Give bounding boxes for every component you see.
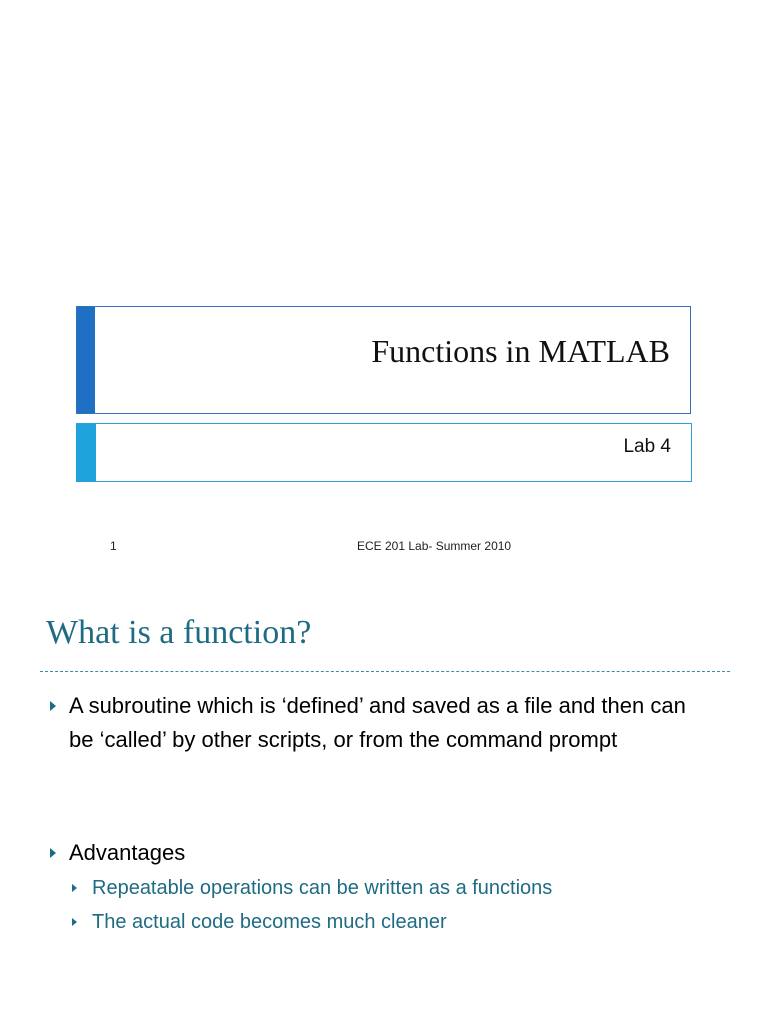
bullet-arrow-icon	[50, 701, 56, 711]
slide-footer: ECE 201 Lab- Summer 2010	[357, 539, 512, 553]
bullet-text: A subroutine which is ‘defined’ and saved as a file and then can be ‘called’ by other scripts, or from the command prompt	[69, 693, 686, 752]
title-accent-bar	[77, 307, 95, 413]
subtitle-box	[76, 423, 692, 482]
title-box	[76, 306, 691, 414]
sub-bullet-text: The actual code becomes much cleaner	[92, 911, 447, 933]
sub-bullet-text: Repeatable operations can be written as a functions	[92, 877, 553, 899]
sub-bullet-arrow-icon	[72, 918, 77, 926]
slide-title: Functions in MATLAB	[371, 333, 670, 369]
slide-heading: What is a function?	[46, 614, 312, 651]
subtitle-accent-bar	[77, 424, 96, 481]
slide-number: 1	[110, 539, 117, 553]
slide-subtitle: Lab 4	[623, 436, 671, 457]
bullet-arrow-icon	[50, 848, 56, 858]
heading-divider	[40, 671, 730, 672]
bullet-text: Advantages	[69, 840, 186, 865]
sub-bullet-arrow-icon	[72, 884, 77, 892]
